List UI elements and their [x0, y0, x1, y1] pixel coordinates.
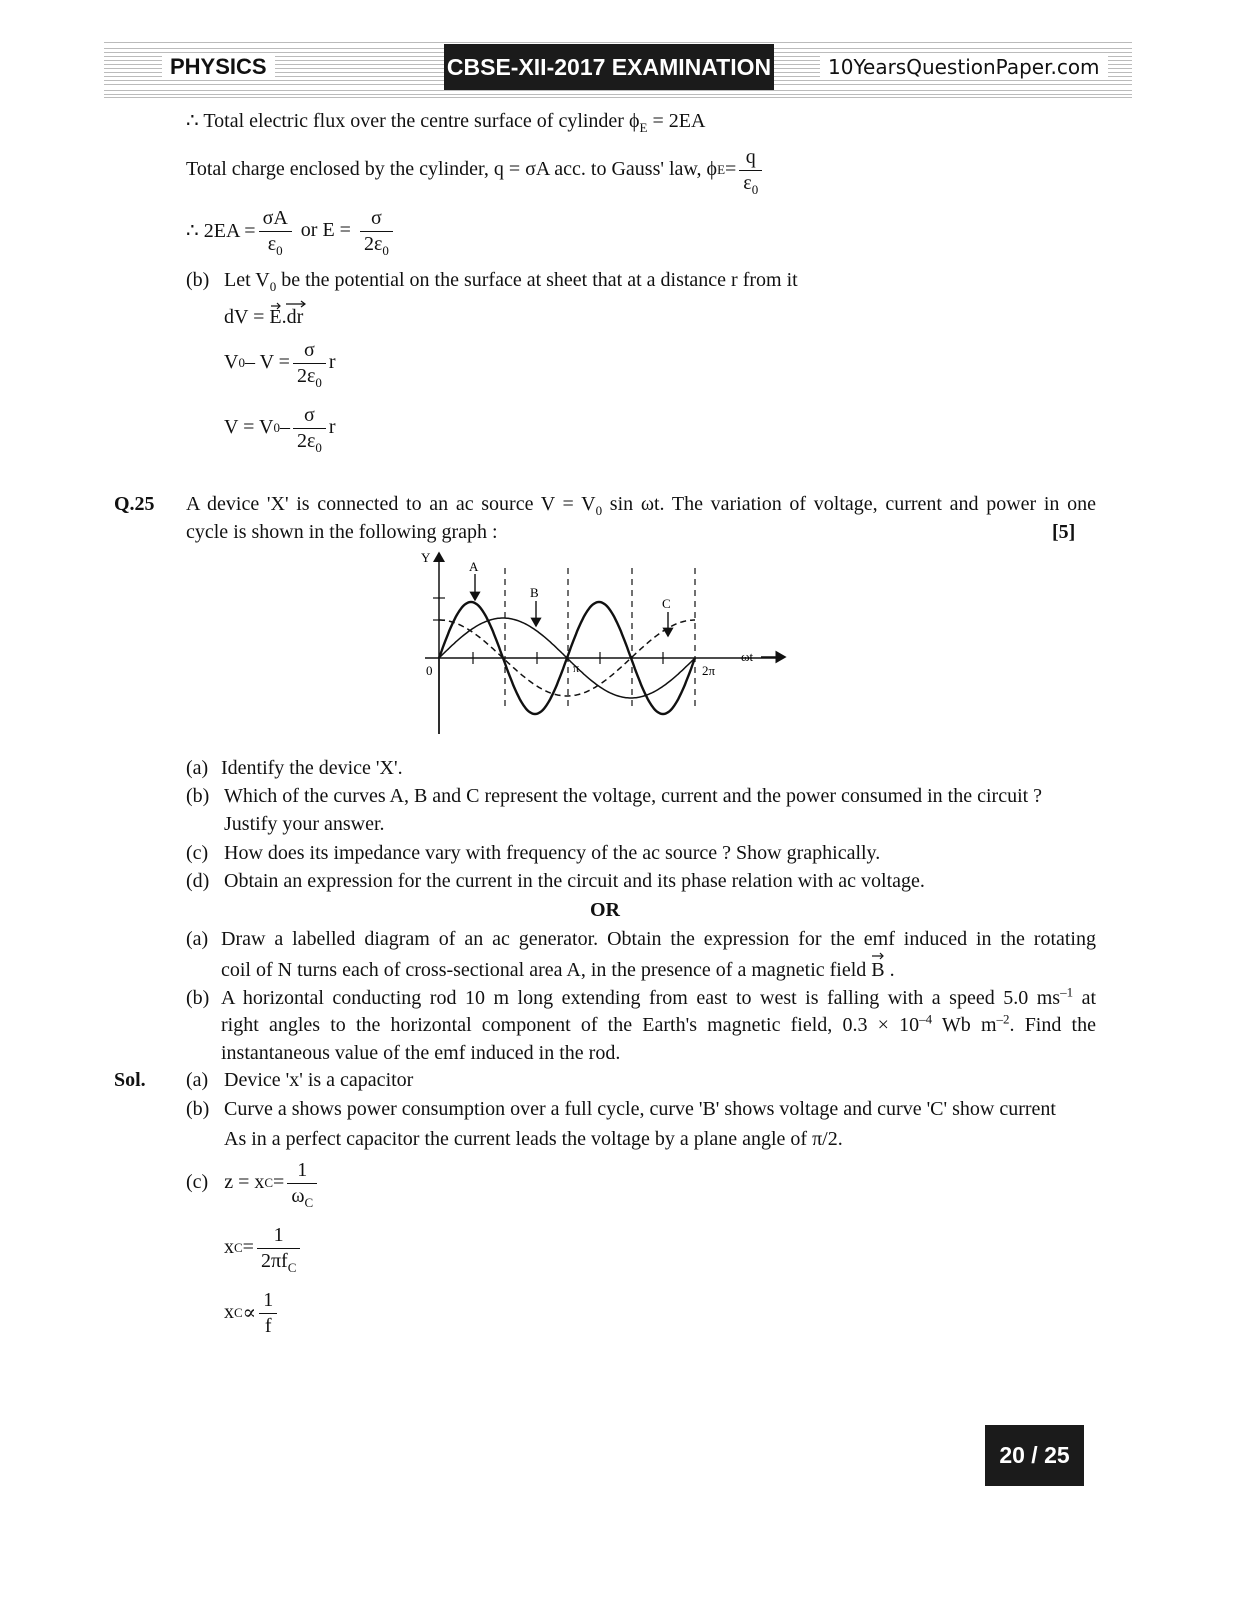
curve-a-label: A — [469, 559, 479, 574]
or-b-line2: right angles to the horizontal component of the Earth's magnetic field, $0.3 \times 10^{-4}$ Wb $m^{-2}$. Find the — [221, 1011, 1096, 1036]
or-b-line1: A horizontal conducting rod 10 m long extending from east to west is falling with a speed 5.0 $ms^{-1}$ at — [221, 984, 1097, 1009]
sol-b-line2: As in a perfect capacitor the current leads the voltage by a plane angle of π/2. — [224, 1128, 843, 1150]
page-number: 20 / 25 — [985, 1425, 1084, 1486]
sol-a-label: (a) — [186, 1069, 209, 1091]
sol-b-label: (b) — [186, 1098, 210, 1120]
question-part-label: (b) — [186, 785, 210, 807]
question-number: Q.25 — [114, 493, 155, 515]
header-exam-title: CBSE-XII-2017 EXAMINATION — [444, 44, 774, 90]
question-part-text: Obtain an expression for the current in the circuit and its phase relation with ac voltage. — [224, 870, 925, 892]
question-part-label: (c) — [186, 842, 209, 864]
ac-graph — [415, 548, 795, 738]
header-site: 10YearsQuestionPaper.com — [820, 55, 1108, 79]
or-b-line3: instantaneous value of the emf induced in the rod. — [221, 1042, 621, 1064]
question-part-label: (d) — [186, 870, 210, 892]
vector-arrows — [269, 298, 309, 310]
pi-label: π — [573, 661, 580, 675]
or-a-line1: Draw a labelled diagram of an ac generator. Obtain the expression for the emf induced in the rotating — [221, 928, 1096, 950]
charge-line: Total charge enclosed by the cylinder, q = σA acc. to Gauss' law, ϕ E = $\frac{q}{\varepsilon_0}$ — [186, 144, 765, 195]
question-part-text: Justify your answer. — [224, 813, 385, 835]
question-part-text: Which of the curves A, B and C represent the voltage, current and the power consumed in the circuit ? — [224, 785, 1043, 807]
two-pi-label: 2π — [702, 663, 716, 678]
curve-b-label: B — [530, 585, 539, 600]
flux-line: ∴ Total electric flux over the centre surface of cylinder $\phi_E = 2EA$ — [186, 110, 706, 135]
part-b-label: (b) — [186, 269, 210, 291]
curve-c-label: C — [662, 596, 671, 611]
or-a-line2: coil of N turns each of cross-sectional area A, in the presence of a magnetic field B . — [221, 958, 895, 982]
dv-equation: dV = E.dr — [224, 305, 303, 329]
or-separator: OR — [590, 899, 620, 921]
question-stem-line1: A device 'X' is connected to an ac source $V = V_0$ sin ωt. The variation of voltage, current and power in one — [186, 493, 1096, 518]
question-part-text: Identify the device 'X'. — [221, 757, 403, 779]
y-axis-label: Y — [421, 550, 431, 565]
question-part-label: (a) — [186, 757, 209, 779]
sol-c-eq3: x C ∝ $\frac{1}{f}$ — [224, 1287, 280, 1338]
header-subject: PHYSICS — [162, 54, 275, 80]
part-b-text: Let $V_0$ be the potential on the surface at sheet that at a distance r from it — [224, 269, 798, 294]
field-equation: ∴ 2EA = $\frac{\sigma A}{\varepsilon_0}$ or E = $\frac{\sigma}{2\varepsilon_0}$ — [186, 205, 396, 256]
gauss-fraction: $\frac{q}{\varepsilon_0}$ — [739, 144, 762, 195]
question-marks: [5] — [1052, 521, 1076, 543]
or-b-label: (b) — [186, 987, 210, 1009]
or-a-label: (a) — [186, 928, 209, 950]
sol-a-text: Device 'x' is a capacitor — [224, 1069, 414, 1091]
sol-b-line1: Curve a shows power consumption over a full cycle, curve 'B' shows voltage and curve 'C' show current — [224, 1098, 1056, 1120]
origin-label: 0 — [426, 663, 433, 678]
sol-c-eq2: x C = $\frac{1}{2\pi f_C}$ — [224, 1222, 303, 1273]
v1-equation: V 0 – V = $\frac{\sigma}{2\varepsilon_0}$ r — [224, 339, 336, 390]
x-axis-label: ωt — [741, 649, 754, 664]
question-part-text: How does its impedance vary with frequency of the ac source ? Show graphically. — [224, 842, 881, 864]
solution-label: Sol. — [114, 1069, 146, 1091]
sol-c-eq1: (c) z = x C = $\frac{1}{\omega_C}$ — [186, 1157, 320, 1208]
v2-equation: V = V 0 – $\frac{\sigma}{2\varepsilon_0}$ r — [224, 404, 336, 455]
question-stem-line2: cycle is shown in the following graph : — [186, 521, 498, 543]
